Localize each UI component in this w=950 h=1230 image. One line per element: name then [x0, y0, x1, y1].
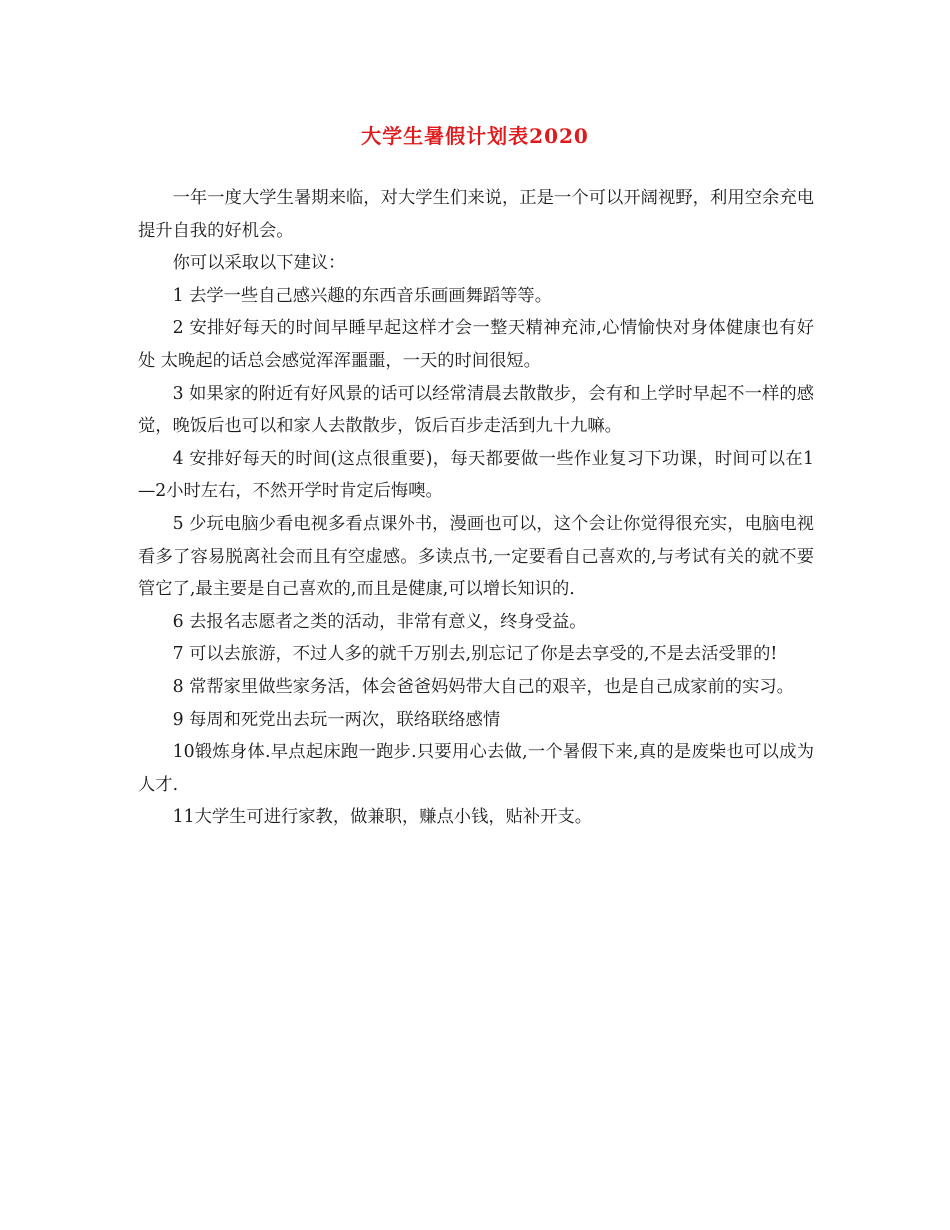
- document-title: 大学生暑假计划表2020: [361, 124, 589, 148]
- suggestion-item-9: 9 每周和死党出去玩一两次，联络联络感情: [172, 709, 501, 730]
- suggestion-item-2: 2 安排好每天的时间早睡早起这样才会一整天精神充沛,心情愉快对身体健康也有好处 太晚起的话总会感觉浑浑噩噩，一天的时间很短。: [138, 318, 814, 371]
- suggestions-heading: 你可以采取以下建议：: [172, 253, 346, 274]
- suggestion-item-10: 10锻炼身体.早点起床跑一跑步.只要用心去做,一个暑假下来,真的是废柴也可以成为人才.: [138, 742, 814, 795]
- suggestion-item-3: 3 如果家的附近有好风景的话可以经常清晨去散散步，会有和上学时早起不一样的感觉，晚饭后也可以和家人去散散步，饭后百步走活到九十九嘛。: [138, 383, 814, 437]
- suggestion-item-11: 11大学生可进行家教，做兼职，赚点小钱，贴补开支。: [172, 807, 593, 828]
- intro-paragraph: 一年一度大学生暑期来临，对大学生们来说，正是一个可以开阔视野，利用空余充电提升自我的好机会。: [138, 188, 814, 241]
- suggestion-item-6: 6 去报名志愿者之类的活动，非常有意义，终身受益。: [172, 611, 587, 632]
- suggestion-item-8: 8 常帮家里做些家务活，体会爸爸妈妈带大自己的艰辛，也是自己成家前的实习。: [172, 676, 794, 697]
- suggestion-item-1: 1 去学一些自己感兴趣的东西音乐画画舞蹈等等。: [172, 285, 552, 306]
- suggestion-item-5: 5 少玩电脑少看电视多看点课外书，漫画也可以，这个会让你觉得很充实，电脑电视看多了容易脱离社会而且有空虚感。多读点书,一定要看自己喜欢的,与考试有关的就不要管它了,最主要是自己喜欢的,而且是健康,可以增长知识的.: [138, 513, 814, 600]
- suggestion-item-7: 7 可以去旅游，不过人多的就千万别去,别忘记了你是去享受的,不是去活受罪的!: [172, 644, 778, 665]
- suggestion-item-4: 4 安排好每天的时间(这点很重要)，每天都要做一些作业复习下功课，时间可以在1—2小时左右，不然开学时肯定后悔噢。: [138, 448, 814, 502]
- document-body: [138, 182, 814, 834]
